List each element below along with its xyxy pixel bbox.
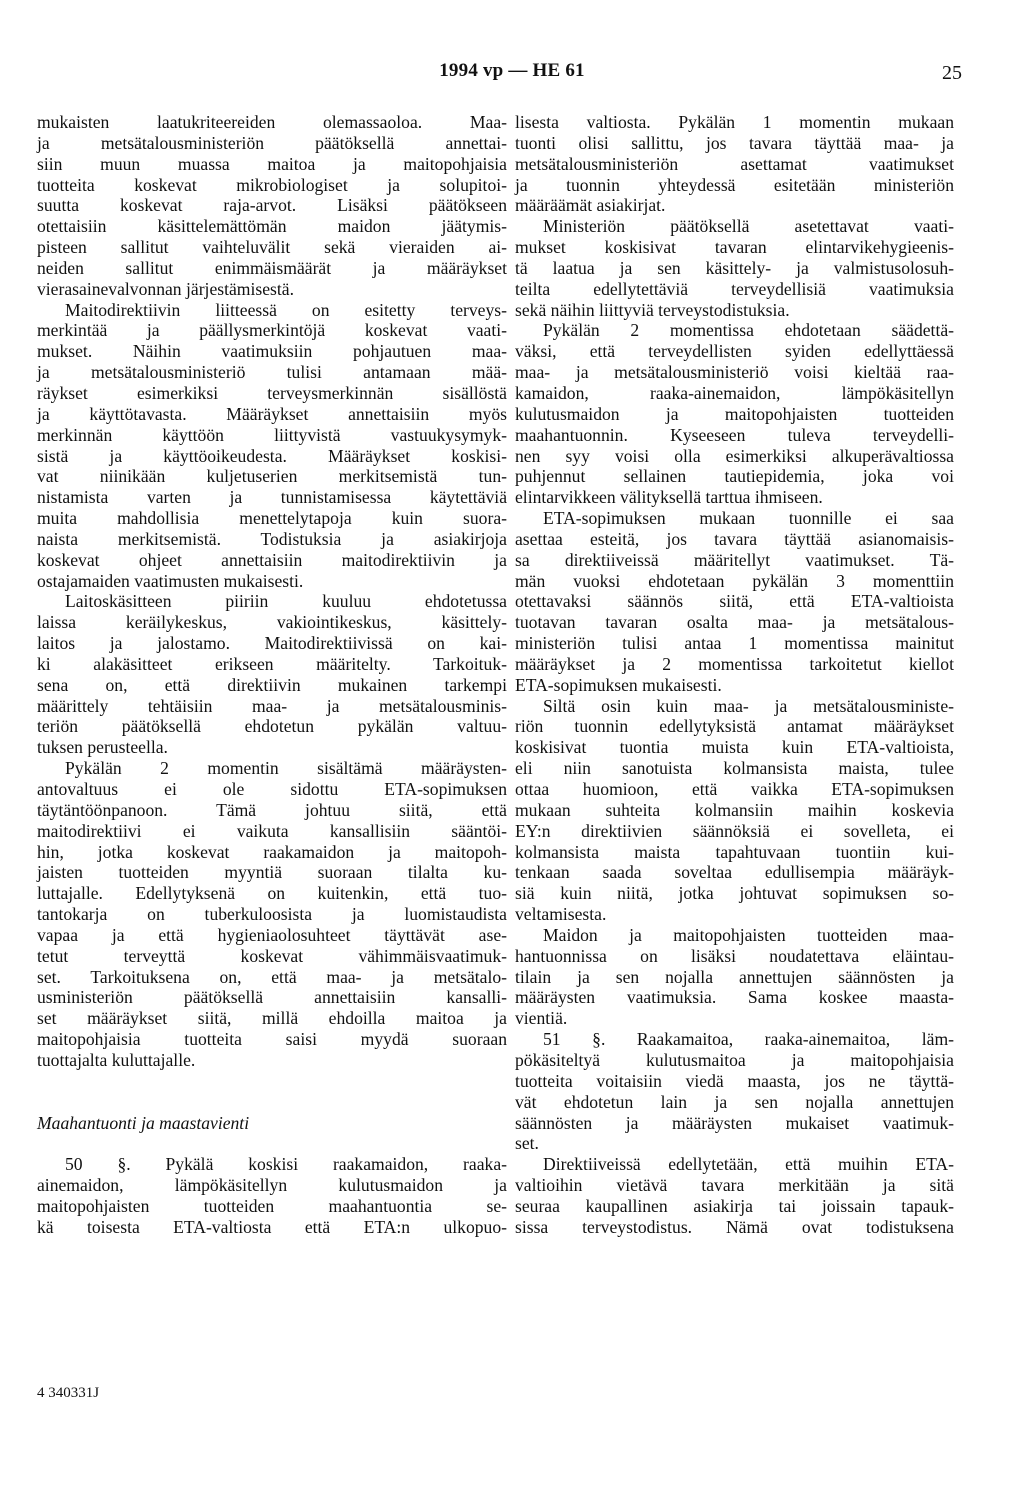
text-line: määrittely tehtäisiin maa- ja metsätalousminis- (37, 695, 507, 716)
text-line: mukaan suhteita kolmansiin maihin koskevia (515, 799, 954, 820)
right-column (515, 112, 954, 1238)
text-line: nistamista varten ja tunnistamisessa käytettäviä (37, 487, 507, 508)
text-line: tenkaan saada soveltaa edullisempia määräyk- (515, 862, 954, 883)
text-line: kulutusmaidon ja maitopohjaisten tuotteiden (515, 403, 954, 424)
text-line: vientiä. (515, 1008, 568, 1029)
text-line: ETA-sopimuksen mukaisesti. (515, 674, 722, 695)
text-line: säännösten ja määräysten mukaiset vaatimuk- (515, 1112, 954, 1133)
text-line: maahantuonnin. Kyseeseen tuleva terveydelli- (515, 424, 954, 445)
text-line: tuksen perusteella. (37, 737, 168, 758)
text-line: hin, jotka koskevat raakamaidon ja maitopoh- (37, 841, 507, 862)
text-line: puhjennut sellainen tautiepidemia, joka voi (515, 466, 954, 487)
text-line: Pykälän 2 momentissa ehdotetaan säädettä- (543, 320, 954, 341)
page-number: 25 (942, 62, 962, 84)
text-line: vat niinikään kuljetuserien merkitsemistä tun- (37, 466, 507, 487)
text-line: tuotteita koskevat mikrobiologiset ja solupitoi- (37, 174, 507, 195)
text-line: otettaisiin käsittelemättömän maidon jäätymis- (37, 216, 507, 237)
text-line: valtioihin vietävä tavara merkitään ja sitä (515, 1175, 954, 1196)
blank-line (37, 1133, 507, 1154)
section-heading: Maahantuonti ja maastavienti (37, 1112, 250, 1133)
text-line: lisesta valtiosta. Pykälän 1 momentin mukaan (515, 112, 954, 132)
text-line: suutta koskevat raja-arvot. Lisäksi päätökseen (37, 195, 507, 216)
text-line: vät ehdotetun lain ja sen nojalla annettujen (515, 1091, 954, 1112)
text-line: sekä näihin liittyviä terveystodistuksia. (515, 299, 790, 320)
text-line: Laitoskäsitteen piiriin kuuluu ehdotetussa (65, 591, 507, 612)
text-line: usministeriön päätöksellä annettaisiin kansalli- (37, 987, 507, 1008)
text-line: tetut terveyttä koskevat vähimmäisvaatimuk- (37, 945, 507, 966)
left-column (37, 112, 507, 1238)
text-line: asettaa esteitä, jos tavara täyttää asianomaisis- (515, 528, 954, 549)
text-line: 50 §. Pykälä koskisi raakamaidon, raaka- (65, 1154, 507, 1175)
text-line: tilain ja sen nojalla annettujen säännösten ja (515, 966, 954, 987)
text-line: mukset. Näihin vaatimuksiin pohjautuen maa- (37, 341, 507, 362)
text-line: maitopohjaisia tuotteita saisi myydä suoraan (37, 1029, 507, 1050)
text-line: mukset koskisivat tavaran elintarvikehygieenis- (515, 237, 954, 258)
text-line: tä laatua ja sen käsittely- ja valmistusolosuh- (515, 257, 954, 278)
text-line: muita mahdollisia menettelytapoja kuin suora- (37, 508, 507, 529)
text-line: ja metsätalousministeriö tulisi antamaan mää- (37, 362, 507, 383)
text-line: vierasainevalvonnan järjestämisestä. (37, 278, 294, 299)
text-line: sistä ja käyttöoikeudesta. Määräykset koskisi- (37, 445, 507, 466)
text-line: teilta edellytettäviä terveydellisiä vaatimuksia (515, 278, 954, 299)
text-line: otettavaksi säännös siitä, että ETA-valtioista (515, 591, 954, 612)
text-line: Maidon ja maitopohjaisten tuotteiden maa- (543, 924, 954, 945)
text-line: Siltä osin kuin maa- ja metsätalousministe- (543, 695, 954, 716)
text-line: tantokarja on tuberkuloosista ja luomistaudista (37, 904, 507, 925)
text-line: ministeriön tulisi antaa 1 momentissa mainitut (515, 633, 954, 654)
text-line: kä toisesta ETA-valtiosta että ETA:n ulkopuo- (37, 1216, 507, 1237)
text-line: luttajalle. Edellytyksenä on kuitenkin, että tuo- (37, 883, 507, 904)
text-line: kamaidon, raaka-ainemaidon, lämpökäsitellyn (515, 382, 954, 403)
text-line: pökäsiteltyä kulutusmaitoa ja maitopohjaisia (515, 1049, 954, 1070)
text-line: sa direktiiveissä määritellyt vaatimukset. Tä- (515, 549, 954, 570)
text-line: set. (515, 1133, 539, 1154)
text-line: seuraa kaupallinen asiakirja tai joissain tapauk- (515, 1195, 954, 1216)
text-line: riön tuonnin edellytyksistä antamat määräykset (515, 716, 954, 737)
text-line: siin muun muassa maitoa ja maitopohjaisia (37, 153, 507, 174)
text-line: set määräykset siitä, millä ehdoilla maitoa ja (37, 1008, 507, 1029)
text-line: ja tuonnin yhteydessä esitetään ministeriön (515, 174, 954, 195)
text-line: Direktiiveissä edellytetään, että muihin ETA- (543, 1154, 954, 1175)
page-header (0, 60, 1024, 92)
text-line: hantuonnissa on lisäksi noudatettava eläintau- (515, 945, 954, 966)
text-line: maa- ja metsätalousministeriö voisi kieltää raa- (515, 362, 954, 383)
text-line: elintarvikkeen välityksellä tarttua ihmiseen. (515, 487, 823, 508)
text-line: män vuoksi ehdotetaan pykälän 3 momenttiin (515, 570, 954, 591)
text-line: ja metsätalousministeriön päätöksellä annettai- (37, 132, 507, 153)
text-line: pisteen sallitut vaihteluvälit sekä vieraiden ai- (37, 237, 507, 258)
text-line: antovaltuus ei ole sidottu ETA-sopimuksen (37, 779, 507, 799)
text-line: täytäntöönpanoon. Tämä johtuu siitä, että (37, 799, 507, 820)
text-line: jaisten tuotteiden myyntiä suoraan tilalta ku- (37, 862, 507, 883)
text-line: eli niin sanotuista kolmansista maista, tulee (515, 758, 954, 779)
text-line: merkintää ja päällysmerkintöjä koskevat vaati- (37, 320, 507, 341)
text-line: laissa keräilykeskus, vakiointikeskus, käsittely- (37, 612, 507, 633)
text-line: ainemaidon, lämpökäsitellyn kulutusmaidon ja (37, 1175, 507, 1196)
text-line: määräämät asiakirjat. (515, 195, 666, 216)
text-line: laitos ja jalostamo. Maitodirektiivissä on kai- (37, 633, 507, 654)
text-line: ETA-sopimuksen mukaan tuonnille ei saa (543, 508, 954, 529)
print-code: 4 340331J (37, 1385, 100, 1401)
text-line: koskevat ohjeet annettaisiin maitodirektiivin ja (37, 549, 507, 570)
text-line: ki alakäsitteet erikseen määritelty. Tarkoituk- (37, 653, 507, 674)
text-line: määräykset ja 2 momentissa tarkoitetut kiellot (515, 653, 954, 674)
text-line: siä kuin niitä, jotka johtuvat sopimuksen so- (515, 883, 954, 904)
text-line: neiden sallitut enimmäismäärät ja määräykset (37, 257, 507, 278)
text-line: kolmansista maista tapahtuvaan tuontiin kui- (515, 841, 954, 862)
text-line: teriön päätöksellä ehdotetun pykälän valtuu- (37, 716, 507, 737)
text-line: mukaisten laatukriteereiden olemassaoloa. Maa- (37, 112, 507, 132)
text-line: maitopohjaisten tuotteiden maahantuontia se- (37, 1195, 507, 1216)
text-line: tuonti olisi sallittu, jos tavara täyttää maa- ja (515, 132, 954, 153)
text-line: merkinnän käyttöön liittyvistä vastuukysymyk- (37, 424, 507, 445)
blank-line (37, 1092, 507, 1113)
text-line: set. Tarkoituksena on, että maa- ja metsätalo- (37, 966, 507, 987)
text-line: Maitodirektiivin liitteessä on esitetty terveys- (65, 299, 507, 320)
text-line: EY:n direktiivien säännöksiä ei sovelleta, ei (515, 820, 954, 841)
text-line: naista merkitsemistä. Todistuksia ja asiakirjoja (37, 528, 507, 549)
text-line: ottaa huomioon, että vaikka ETA-sopimuksen (515, 779, 954, 799)
document-reference: 1994 vp — HE 61 (439, 60, 585, 81)
text-line: veltamisesta. (515, 904, 607, 925)
text-line: vapaa ja että hygieniaolosuhteet täyttävät ase- (37, 924, 507, 945)
text-line: ja käyttötavasta. Määräykset annettaisiin myös (37, 403, 507, 424)
text-line: Ministeriön päätöksellä asetettavat vaati- (543, 216, 954, 237)
text-line: tuotteita voitaisiin viedä maasta, jos ne täyttä- (515, 1070, 954, 1091)
text-line: sena on, että direktiivin mukainen tarkempi (37, 674, 507, 695)
text-line: räykset esimerkiksi terveysmerkinnän sisällöstä (37, 382, 507, 403)
text-line: nen syy voisi olla esimerkiksi alkuperävaltiossa (515, 445, 954, 466)
text-line: 51 §. Raakamaitoa, raaka-ainemaitoa, läm- (543, 1029, 954, 1050)
text-line: väksi, että terveydellisten syiden edellyttäessä (515, 341, 954, 362)
text-line: koskisivat tuontia muista kuin ETA-valtioista, (515, 737, 954, 758)
text-line: määräysten vaatimuksia. Sama koskee maasta- (515, 987, 954, 1008)
blank-line (37, 1071, 507, 1092)
text-line: metsätalousministeriön asettamat vaatimukset (515, 153, 954, 174)
text-line: Pykälän 2 momentin sisältämä määräysten- (65, 758, 507, 779)
text-line: maitodirektiivi ei vaikuta kansallisiin sääntöi- (37, 820, 507, 841)
text-line: sissa terveystodistus. Nämä ovat todistuksena (515, 1216, 954, 1237)
text-line: ostajamaiden vaatimusten mukaisesti. (37, 570, 304, 591)
text-line: tuotavan tavaran osalta maa- ja metsätalous- (515, 612, 954, 633)
text-line: tuottajalta kuluttajalle. (37, 1049, 196, 1070)
